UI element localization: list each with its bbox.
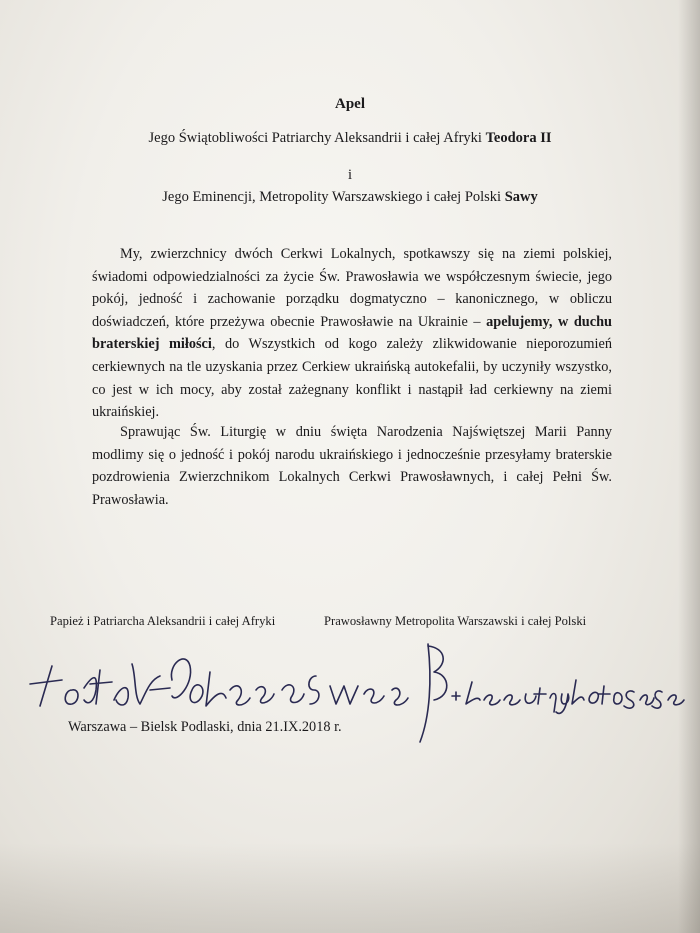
appeal-paragraph-end: , do Wszystkich od kogo zależy zlikwidowanie nieporozumień cerkiewnych na tle uzyskania przez Cerkiew ukraińską autokefalii, by uczyniły wszystko, co jest w ich mocy, aby został zażegnany konflikt i nastąpił ład cerkiewny na ziemi ukraińskiej. (92, 336, 612, 421)
header-metropolitan-name: Sawy (504, 189, 538, 205)
header-patriarch-text: Jego Świątobliwości Patriarchy Aleksandrii i całej Afryki (148, 130, 486, 146)
right-handwritten-signature (452, 680, 684, 713)
signatory-patriarch: Papież i Patriarcha Aleksandrii i całej Afryki (50, 614, 276, 628)
header-conjunction: i (347, 167, 353, 183)
place-and-date: Warszawa – Bielsk Podlaski, dnia 21.IX.2018 r. (68, 719, 342, 735)
patriarch-signature-mark (30, 659, 408, 706)
liturgy-paragraph: Sprawując Św. Liturgię w dniu święta Narodzenia Najświętszej Marii Panny modlimy się o jedność i pokój narodu ukraińskiego i jednocześnie przesyłamy braterskie pozdrowienia Zwierzchnikom Lokalnych Cerkwi Prawosławnych, i całej Pełni Św. Prawosławia. (92, 424, 612, 508)
metropolitan-signature-mark (420, 644, 447, 742)
header-patriarch-name: Teodora II (485, 130, 552, 146)
signatory-metropolitan: Prawosławny Metropolita Warszawski i całej Polski (324, 614, 587, 628)
document-title: Apel (335, 96, 365, 112)
appeal-paragraph-emphasis: apelujemy, w duchu braterskiej miłości (92, 313, 612, 353)
header-metropolitan-text: Jego Eminencji, Metropolity Warszawskiego i całej Polski (162, 189, 505, 205)
appeal-paragraph-start: My, zwierzchnicy dwóch Cerkwi Lokalnych, spotkawszy się na ziemi polskiej, świadomi odpowiedzialności za życie Św. Prawosławia we współczesnym świecie, jego pokój, jedność i zachowanie porządku dogmatyczno – kanonicznego, w obliczu doświadczeń, które przeżywa obecnie Prawosławie na Ukrainie – (92, 246, 612, 330)
